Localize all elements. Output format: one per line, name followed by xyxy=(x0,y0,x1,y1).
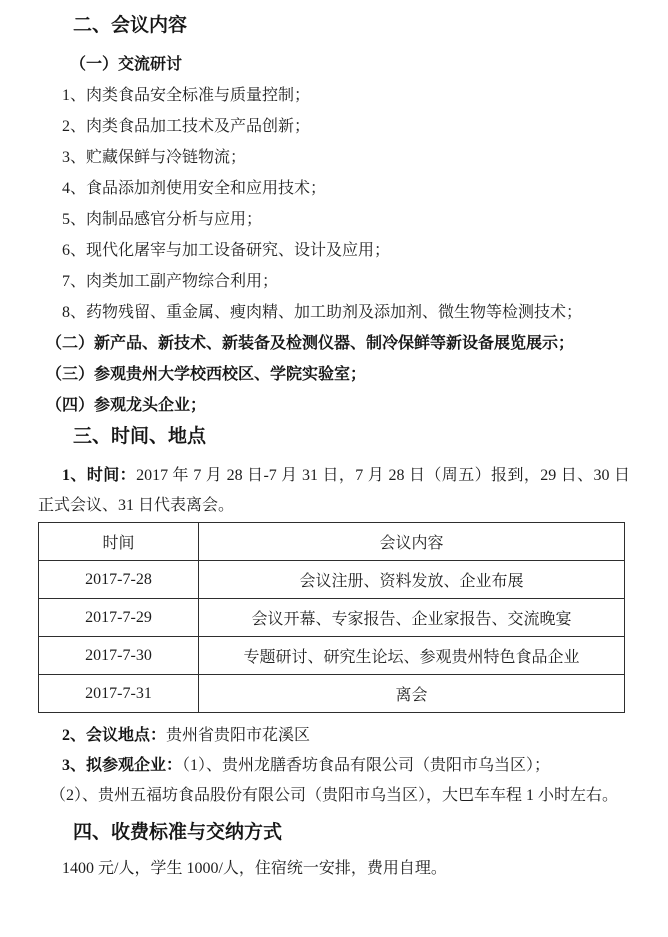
schedule-col-time-header: 时间 xyxy=(39,523,199,561)
visit-companies-paragraph xyxy=(38,751,630,781)
schedule-content-cell: 专题研讨、研究生论坛、参观贵州特色食品企业 xyxy=(199,637,625,675)
subsection-heading-campus-visit: （三）参观贵州大学校西校区、学院实验室； xyxy=(46,366,367,383)
topic-item-7: 7、肉类加工副产物综合利用； xyxy=(62,273,279,290)
venue-text: 贵州省贵阳市花溪区 xyxy=(166,727,311,744)
fee-paragraph xyxy=(38,854,630,884)
subsection-heading-discussion: （一）交流研讨 xyxy=(70,56,183,73)
schedule-table xyxy=(38,522,625,713)
visit-company-1: （1）、贵州龙膳香坊食品有限公司（贵阳市乌当区）； xyxy=(182,757,551,774)
subsection-heading-exhibition: （二）新产品、新技术、新装备及检测仪器、制冷保鲜等新设备展览展示； xyxy=(46,335,575,352)
topic-list xyxy=(38,80,630,328)
schedule-row xyxy=(39,599,625,637)
schedule-header-row xyxy=(39,523,625,561)
schedule-row xyxy=(39,675,625,713)
schedule-date-cell: 2017-7-29 xyxy=(39,599,199,637)
time-label: 1、时间： xyxy=(62,467,137,484)
fee-text: 1400 元/人，学生 1000/人，住宿统一安排，费用自理。 xyxy=(62,860,447,877)
section-heading-meeting-content: 二、会议内容 xyxy=(73,15,188,36)
topic-item-8: 8、药物残留、重金属、瘦肉精、加工助剂及添加剂、微生物等检测技术； xyxy=(62,304,583,321)
topic-item-5: 5、肉制品感官分析与应用； xyxy=(62,211,263,228)
topic-item-6: 6、现代化屠宰与加工设备研究、设计及应用； xyxy=(62,242,391,259)
schedule-date-cell: 2017-7-31 xyxy=(39,675,199,713)
topic-item-1: 1、肉类食品安全标准与质量控制； xyxy=(62,87,311,104)
time-paragraph xyxy=(38,461,630,521)
venue-paragraph xyxy=(38,721,630,751)
schedule-content-cell: 离会 xyxy=(199,675,625,713)
visit-company-2: （2）、贵州五福坊食品股份有限公司（贵阳市乌当区），大巴车车程 1 小时左右。 xyxy=(50,787,619,804)
schedule-row xyxy=(39,637,625,675)
document-page xyxy=(0,12,668,937)
venue-label: 2、会议地点： xyxy=(62,727,167,744)
topic-item-3: 3、贮藏保鲜与冷链物流； xyxy=(62,149,247,166)
topic-item-4: 4、食品添加剂使用安全和应用技术； xyxy=(62,180,327,197)
visit-label: 3、拟参观企业： xyxy=(62,757,183,774)
topic-item-2: 2、肉类食品加工技术及产品创新； xyxy=(62,118,311,135)
section-heading-time-place: 三、时间、地点 xyxy=(73,426,207,447)
schedule-date-cell: 2017-7-28 xyxy=(39,561,199,599)
subsection-heading-enterprise-visit: （四）参观龙头企业； xyxy=(46,397,207,414)
section-heading-fees: 四、收费标准与交纳方式 xyxy=(73,822,283,843)
schedule-col-content-header: 会议内容 xyxy=(199,523,625,561)
schedule-content-cell: 会议注册、资料发放、企业布展 xyxy=(199,561,625,599)
visit-companies-continued xyxy=(38,781,630,811)
schedule-content-cell: 会议开幕、专家报告、企业家报告、交流晚宴 xyxy=(199,599,625,637)
schedule-date-cell: 2017-7-30 xyxy=(39,637,199,675)
time-text: 2017 年 7 月 28 日-7 月 31 日，7 月 28 日（周五）报到，29 日、30 日正式会议、31 日代表离会。 xyxy=(38,467,630,514)
schedule-row xyxy=(39,561,625,599)
